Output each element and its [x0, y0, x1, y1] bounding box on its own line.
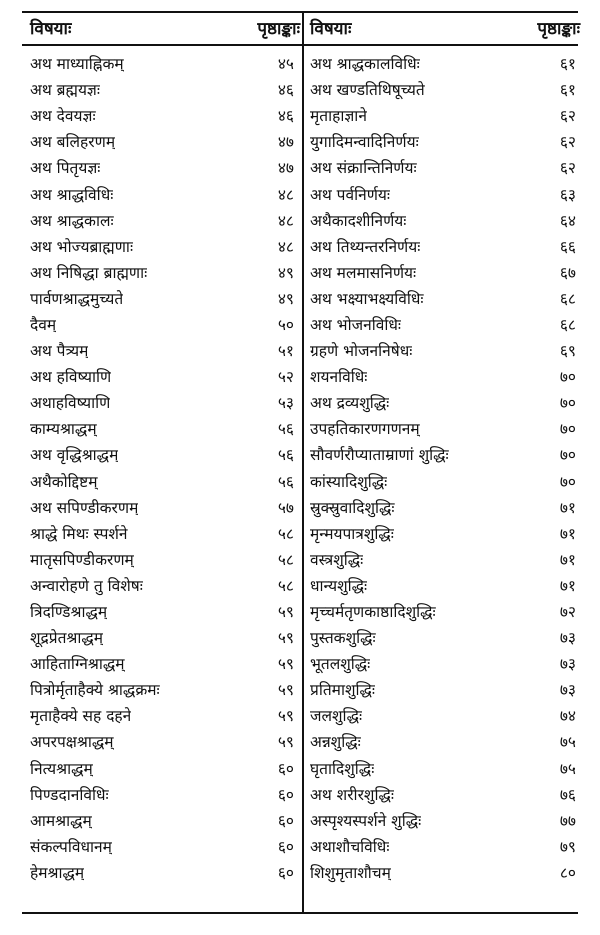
toc-entry: [310, 546, 580, 572]
toc-entry: [30, 337, 300, 363]
toc-entry: [30, 572, 300, 598]
entry-topic: पार्वणश्राद्धमुच्यते: [30, 289, 124, 308]
entry-topic: अथाहविष्याणि: [30, 394, 111, 413]
entry-page-number: ७३: [559, 629, 576, 648]
toc-entry: [30, 180, 300, 206]
toc-entry: [30, 807, 300, 833]
toc-entry: [310, 363, 580, 389]
entry-topic: अथ निषिद्धा ब्राह्मणाः: [30, 263, 148, 282]
toc-entry: [310, 859, 580, 885]
entry-page-number: ६९: [559, 342, 576, 361]
entry-topic: श्राद्धे मिथः स्पर्शने: [30, 524, 128, 543]
entry-topic: अथ द्रव्यशुद्धिः: [310, 394, 390, 413]
entry-page-number: ५८: [277, 576, 294, 595]
entry-page-number: ५७: [277, 498, 294, 517]
entry-page-number: ५२: [277, 368, 294, 387]
entry-topic: अथ ब्रह्मयज्ञः: [30, 81, 100, 100]
page-header: पृष्ठाङ्काः: [537, 19, 580, 39]
entry-topic: आहिताग्निश्राद्धम्: [30, 655, 125, 674]
entry-page-number: ४९: [277, 289, 294, 308]
toc-entry: [310, 128, 580, 154]
entry-topic: घृतादिशुद्धिः: [310, 759, 375, 778]
entry-page-number: ५०: [277, 315, 294, 334]
entry-page-number: ७०: [559, 472, 576, 491]
entry-topic: आमश्राद्धम्: [30, 811, 92, 830]
entry-topic: अथ श्राद्धविधिः: [30, 185, 114, 204]
toc-entry: [30, 285, 300, 311]
toc-entry: [30, 311, 300, 337]
entry-page-number: ५९: [277, 629, 294, 648]
entry-topic: अथ श्राद्धकालः: [30, 211, 114, 230]
toc-entry: [310, 76, 580, 102]
toc-entry: [310, 755, 580, 781]
entry-topic: कांस्यादिशुद्धिः: [310, 472, 388, 491]
entry-page-number: ५८: [277, 550, 294, 569]
toc-entry: [310, 468, 580, 494]
entry-page-number: ५६: [277, 446, 294, 465]
toc-entry: [30, 598, 300, 624]
toc-entry: [30, 546, 300, 572]
entry-topic: जलशुद्धिः: [310, 707, 363, 726]
entry-page-number: ४८: [277, 211, 294, 230]
left-column: [30, 11, 300, 885]
entry-topic: पित्रोर्मृताहैक्ये श्राद्धक्रमः: [30, 681, 160, 700]
toc-entry: [310, 102, 580, 128]
toc-entry: [30, 494, 300, 520]
entry-page-number: ६०: [277, 785, 294, 804]
entry-topic: मृन्मयपात्रशुद्धिः: [310, 524, 394, 543]
entry-topic: प्रतिमाशुद्धिः: [310, 681, 376, 700]
toc-entry: [310, 520, 580, 546]
right-entry-list: [310, 50, 580, 885]
topic-header: विषयाः: [30, 19, 72, 39]
entry-topic: अथ संक्रान्तिनिर्णयः: [310, 159, 417, 178]
entry-topic: अथ पर्वनिर्णयः: [310, 185, 391, 204]
toc-entry: [30, 441, 300, 467]
toc-entry: [310, 781, 580, 807]
entry-topic: अस्पृश्यस्पर्शने शुद्धिः: [310, 811, 422, 830]
entry-page-number: ६४: [559, 211, 576, 230]
toc-entry: [30, 650, 300, 676]
entry-topic: काम्यश्राद्धम्: [30, 420, 97, 439]
toc-entry: [310, 624, 580, 650]
entry-topic: अथ हविष्याणि: [30, 368, 112, 387]
entry-page-number: ६१: [559, 81, 576, 100]
toc-entry: [310, 598, 580, 624]
entry-page-number: ४७: [277, 159, 294, 178]
entry-topic: अथ माध्याह्निकम्: [30, 55, 124, 74]
entry-topic: हेमश्राद्धम्: [30, 863, 85, 882]
entry-topic: अथ वृद्धिश्राद्धम्: [30, 446, 119, 465]
entry-topic: शूद्रप्रेतश्राद्धम्: [30, 629, 104, 648]
entry-topic: दैवम्: [30, 315, 57, 334]
toc-entry: [310, 337, 580, 363]
entry-page-number: ४७: [277, 133, 294, 152]
left-entry-list: [30, 50, 300, 885]
entry-topic: संकल्पविधानम्: [30, 837, 112, 856]
entry-topic: अपरपक्षश्राद्धम्: [30, 733, 114, 752]
entry-page-number: ७९: [559, 837, 576, 856]
entry-page-number: ६०: [277, 811, 294, 830]
toc-entry: [310, 180, 580, 206]
entry-page-number: ४८: [277, 237, 294, 256]
entry-page-number: ७१: [559, 550, 576, 569]
toc-entry: [30, 233, 300, 259]
toc-entry: [310, 389, 580, 415]
entry-page-number: ६१: [559, 55, 576, 74]
entry-page-number: ६८: [559, 315, 576, 334]
entry-page-number: ६२: [559, 159, 576, 178]
right-column: [310, 11, 580, 885]
entry-page-number: ५३: [277, 394, 294, 413]
toc-entry: [30, 624, 300, 650]
entry-page-number: ६०: [277, 863, 294, 882]
entry-page-number: ६०: [277, 837, 294, 856]
entry-topic: अथ श्राद्धकालविधिः: [310, 55, 420, 74]
entry-page-number: ५६: [277, 420, 294, 439]
entry-page-number: ६८: [559, 289, 576, 308]
entry-page-number: ७५: [559, 759, 576, 778]
entry-page-number: ७१: [559, 498, 576, 517]
toc-entry: [310, 207, 580, 233]
entry-page-number: ४८: [277, 185, 294, 204]
entry-page-number: ६०: [277, 759, 294, 778]
toc-entry: [310, 154, 580, 180]
entry-topic: मृताहैक्ये सह दहने: [30, 707, 132, 726]
entry-page-number: ६२: [559, 133, 576, 152]
entry-topic: मृच्चर्मतृणकाष्ठादिशुद्धिः: [310, 603, 436, 622]
entry-page-number: ७३: [559, 681, 576, 700]
entry-topic: स्रुक्स्रुवादिशुद्धिः: [310, 498, 395, 517]
entry-page-number: ७१: [559, 524, 576, 543]
right-column-header: [310, 11, 580, 44]
toc-entry: [30, 520, 300, 546]
entry-topic: शिशुमृताशौचम्: [310, 863, 391, 882]
toc-entry: [30, 76, 300, 102]
entry-page-number: ७०: [559, 420, 576, 439]
entry-page-number: ६३: [559, 185, 576, 204]
entry-topic: अथ भोज्यब्राह्मणाः: [30, 237, 134, 256]
toc-entry: [310, 833, 580, 859]
entry-topic: अन्वारोहणे तु विशेषः: [30, 576, 143, 595]
entry-page-number: ७०: [559, 446, 576, 465]
toc-entry: [310, 494, 580, 520]
toc-entry: [310, 650, 580, 676]
entry-page-number: ७५: [559, 733, 576, 752]
toc-entry: [30, 468, 300, 494]
entry-page-number: ७१: [559, 576, 576, 595]
page-header: पृष्ठाङ्काः: [257, 19, 300, 39]
toc-entry: [310, 441, 580, 467]
entry-page-number: ६७: [559, 263, 576, 282]
entry-page-number: ६६: [559, 237, 576, 256]
entry-page-number: ५९: [277, 603, 294, 622]
toc-entry: [30, 833, 300, 859]
entry-topic: अथ सपिण्डीकरणम्: [30, 498, 139, 517]
toc-entry: [310, 285, 580, 311]
entry-topic: सौवर्णरौप्याताम्राणां शुद्धिः: [310, 446, 449, 465]
entry-page-number: ८०: [559, 863, 576, 882]
entry-topic: पिण्डदानविधिः: [30, 785, 109, 804]
entry-topic: अथ भोजनविधिः: [310, 315, 401, 334]
toc-entry: [310, 415, 580, 441]
entry-topic: अथ पैत्र्यम्: [30, 342, 89, 361]
entry-page-number: ५९: [277, 655, 294, 674]
entry-page-number: ५६: [277, 472, 294, 491]
toc-entry: [310, 311, 580, 337]
toc-entry: [30, 102, 300, 128]
toc-entry: [310, 676, 580, 702]
entry-page-number: ५८: [277, 524, 294, 543]
entry-topic: अथ देवयज्ञः: [30, 107, 96, 126]
toc-entry: [30, 781, 300, 807]
entry-topic: उपहतिकारणगणनम्: [310, 420, 420, 439]
entry-page-number: ४६: [277, 107, 294, 126]
entry-page-number: ४६: [277, 81, 294, 100]
toc-entry: [30, 50, 300, 76]
toc-entry: [30, 363, 300, 389]
entry-topic: अथाशौचविधिः: [310, 837, 390, 856]
toc-entry: [30, 728, 300, 754]
toc-entry: [310, 233, 580, 259]
entry-page-number: ४५: [277, 55, 294, 74]
entry-topic: पुस्तकशुद्धिः: [310, 629, 376, 648]
toc-entry: [310, 728, 580, 754]
entry-topic: अथ खण्डतिथिषूच्यते: [310, 81, 425, 100]
toc-entry: [30, 415, 300, 441]
toc-entry: [30, 154, 300, 180]
entry-topic: वस्त्रशुद्धिः: [310, 550, 364, 569]
entry-page-number: ७३: [559, 655, 576, 674]
toc-entry: [30, 702, 300, 728]
entry-topic: अथ मलमासनिर्णयः: [310, 263, 417, 282]
entry-page-number: ७०: [559, 394, 576, 413]
entry-page-number: ४९: [277, 263, 294, 282]
toc-entry: [310, 259, 580, 285]
toc-entry: [30, 676, 300, 702]
entry-page-number: ७४: [559, 707, 576, 726]
entry-page-number: ६२: [559, 107, 576, 126]
entry-topic: अन्नशुद्धिः: [310, 733, 361, 752]
entry-page-number: ७६: [559, 785, 576, 804]
entry-topic: धान्यशुद्धिः: [310, 576, 368, 595]
entry-page-number: ७७: [559, 811, 576, 830]
entry-topic: भूतलशुद्धिः: [310, 655, 371, 674]
entry-topic: अथ तिथ्यन्तरनिर्णयः: [310, 237, 421, 256]
toc-entry: [310, 50, 580, 76]
toc-entry: [30, 128, 300, 154]
column-divider: [302, 11, 304, 914]
entry-topic: मातृसपिण्डीकरणम्: [30, 550, 134, 569]
toc-entry: [310, 807, 580, 833]
entry-topic: शयनविधिः: [310, 368, 368, 387]
entry-topic: अथैकोद्दिष्टम्: [30, 472, 98, 491]
entry-page-number: ५९: [277, 733, 294, 752]
entry-topic: त्रिदण्डिश्राद्धम्: [30, 603, 108, 622]
bottom-rule: [22, 912, 578, 914]
toc-entry: [30, 755, 300, 781]
toc-entry: [30, 859, 300, 885]
entry-page-number: ५९: [277, 707, 294, 726]
entry-topic: ग्रहणे भोजननिषेधः: [310, 342, 413, 361]
entry-topic: मृताहाज्ञाने: [310, 107, 367, 126]
entry-topic: अथ शरीरशुद्धिः: [310, 785, 394, 804]
topic-header: विषयाः: [310, 19, 352, 39]
toc-entry: [30, 389, 300, 415]
toc-entry: [30, 207, 300, 233]
entry-page-number: ५१: [277, 342, 294, 361]
entry-topic: नित्यश्राद्धम्: [30, 759, 93, 778]
entry-page-number: ७२: [559, 603, 576, 622]
toc-entry: [310, 702, 580, 728]
entry-topic: युगादिमन्वादिनिर्णयः: [310, 133, 419, 152]
toc-entry: [310, 572, 580, 598]
entry-topic: अथ पितृयज्ञः: [30, 159, 101, 178]
left-column-header: [30, 11, 300, 44]
entry-topic: अथ बलिहरणम्: [30, 133, 116, 152]
entry-page-number: ७०: [559, 368, 576, 387]
entry-topic: अथैकादशीनिर्णयः: [310, 211, 407, 230]
entry-page-number: ५९: [277, 681, 294, 700]
entry-topic: अथ भक्ष्याभक्ष्यविधिः: [310, 289, 424, 308]
toc-entry: [30, 259, 300, 285]
